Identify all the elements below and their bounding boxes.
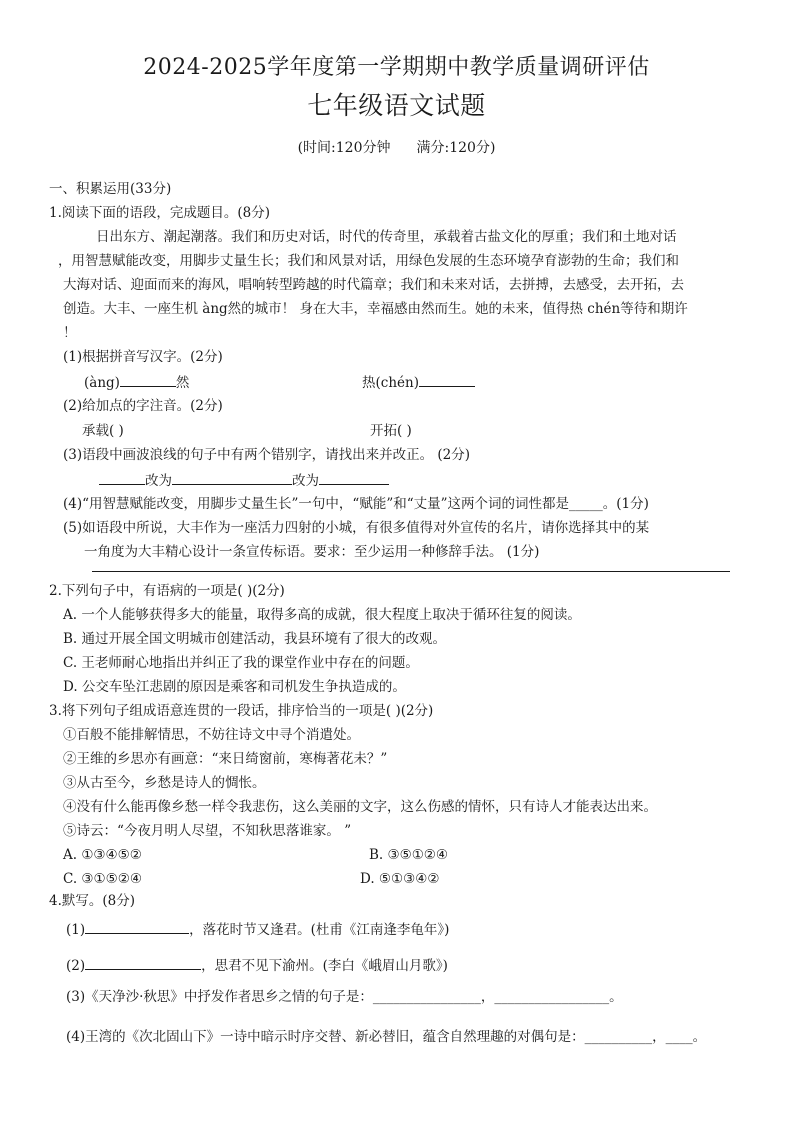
q4-line-1-text: ，落花时节又逢君。(杜甫《江南逢李龟年》) bbox=[189, 922, 450, 938]
q1-sub1-b bbox=[362, 372, 475, 393]
q3-sentence: ③从古至今，乡愁是诗人的惆怅。 bbox=[63, 775, 266, 791]
q3-sentence: ④没有什么能再像乡愁一样令我悲伤，这么美丽的文字，这么伤感的情怀，只有诗人才能表达出来。 bbox=[63, 799, 657, 815]
section-heading: 一、积累运用(33分) bbox=[49, 181, 172, 197]
q1-sub3: (3)语段中画波浪线的句子中有两个错别字，请找出来并改正。 (2分) bbox=[63, 447, 471, 463]
q1-sub3-gai1: 改为 bbox=[145, 473, 172, 489]
q1-sub2-a: 承载( ) bbox=[82, 423, 124, 439]
q3-option-d: D. ⑤①③④② bbox=[360, 871, 440, 887]
q1-sub1: (1)根据拼音写汉字。(2分) bbox=[63, 349, 223, 365]
q3-option-a: A. ①③④⑤② bbox=[63, 847, 142, 863]
q1-sub5-line: 一角度为大丰精心设计一条宣传标语。要求：至少运用一种修辞手法。 (1分) bbox=[84, 544, 540, 560]
q4-line-1 bbox=[66, 919, 449, 940]
q1-sub5-answer-line[interactable] bbox=[92, 571, 730, 572]
exam-time: (时间:120分钟 bbox=[297, 140, 391, 156]
q1-passage-line: ，用智慧赋能改变，用脚步丈量生长；我们和风景对话，用绿色发展的生态环境孕育澎勃的生命；我们和 bbox=[58, 253, 679, 269]
q1-passage-line: 日出东方、潮起潮落。我们和历史对话，时代的传奇里，承载着古盐文化的厚重；我们和土地对话 bbox=[96, 229, 677, 245]
exam-title: 2024-2025学年度第一学期期中教学质量调研评估 bbox=[143, 55, 650, 80]
q2-option: D. 公交车坠江悲剧的原因是乘客和司机发生争执造成的。 bbox=[63, 679, 406, 695]
q4-line-1-num: (1) bbox=[66, 922, 86, 938]
q1-sub2: (2)给加点的字注音。(2分) bbox=[63, 398, 223, 414]
q4-line-2-blank[interactable] bbox=[85, 955, 201, 970]
q3-option-b: B. ③⑤①②④ bbox=[369, 847, 449, 863]
q4-line-1-blank[interactable] bbox=[85, 919, 189, 934]
q1-sub1-b-pinyin: 热(chén) bbox=[362, 375, 419, 391]
q1-sub2-b: 开拓( ) bbox=[370, 423, 412, 439]
q4-line-2-text: ，思君不见下渝州。(李白《峨眉山月歌》) bbox=[201, 958, 448, 974]
q1-sub1-b-blank[interactable] bbox=[419, 372, 475, 387]
q1-sub3-blank[interactable] bbox=[172, 470, 292, 485]
q4-line-2-num: (2) bbox=[66, 958, 86, 974]
q1-sub4: (4)“用智慧赋能改变，用脚步丈量生长”一句中，“赋能”和“丈量”这两个词的词性都是_____。(1分) bbox=[63, 496, 649, 512]
q1-sub1-a bbox=[84, 372, 189, 393]
q4-stem: 4.默写。(8分) bbox=[49, 893, 136, 909]
q1-sub1-a-blank[interactable] bbox=[120, 372, 176, 387]
q3-sentence: ②王维的乡思亦有画意：“来日绮窗前，寒梅著花未？” bbox=[63, 751, 388, 767]
q1-sub3-blank[interactable] bbox=[99, 470, 145, 485]
q1-stem: 1.阅读下面的语段，完成题目。(8分) bbox=[49, 205, 271, 221]
q1-sub3-gai2: 改为 bbox=[292, 473, 319, 489]
q3-sentence: ⑤诗云：“今夜月明人尽望，不知秋思落谁家。 ” bbox=[63, 823, 352, 839]
q1-sub1-a-pinyin: (àng) bbox=[84, 375, 120, 391]
q3-option-c: C. ③①⑤②④ bbox=[63, 871, 142, 887]
q2-option: B. 通过开展全国文明城市创建活动，我县环境有了很大的改观。 bbox=[63, 631, 447, 647]
exam-subtitle: 七年级语文试题 bbox=[307, 91, 486, 120]
q1-passage-line: ！ bbox=[63, 325, 77, 341]
q2-option: C. 王老师耐心地指出并纠正了我的课堂作业中存在的问题。 bbox=[63, 655, 419, 671]
q1-sub3-answer bbox=[99, 470, 389, 491]
q4-line-3: (3)《天净沙·秋思》中抒发作者思乡之情的句子是：________________，_________________。 bbox=[66, 989, 623, 1005]
q1-passage-line: 大海对话、迎面而来的海风，唱响转型跨越的时代篇章；我们和未来对话，去拼搏，去感受，去开拓，去 bbox=[63, 277, 684, 293]
q2-option: A. 一个人能够获得多大的能量，取得多高的成就，很大程度上取决于循环往复的阅读。 bbox=[63, 607, 581, 623]
q1-sub1-a-char: 然 bbox=[175, 375, 190, 391]
q1-sub5-line: (5)如语段中所说，大丰作为一座活力四射的小城，有很多值得对外宣传的名片，请你选择其中的某 bbox=[63, 520, 650, 536]
q1-passage-line: 创造。大丰、一座生机 àng然的城市！ 身在大丰，幸福感由然而生。她的未来，值得热 chén等待和期许 bbox=[63, 301, 688, 317]
exam-meta bbox=[0, 137, 793, 157]
q2-stem: 2.下列句子中，有语病的一项是( )(2分) bbox=[49, 583, 285, 599]
q1-sub3-blank[interactable] bbox=[319, 470, 389, 485]
q4-line-2 bbox=[66, 955, 448, 976]
q3-stem: 3.将下列句子组成语意连贯的一段话，排序恰当的一项是( )(2分) bbox=[49, 703, 434, 719]
q3-sentence: ①百般不能排解情思，不妨往诗文中寻个消遣处。 bbox=[63, 727, 360, 743]
exam-score: 满分:120分) bbox=[416, 140, 496, 156]
q4-line-4: (4)王湾的《次北固山下》一诗中暗示时序交替、新必替旧，蕴含自然理趣的对偶句是：__________，____。 bbox=[66, 1029, 707, 1045]
